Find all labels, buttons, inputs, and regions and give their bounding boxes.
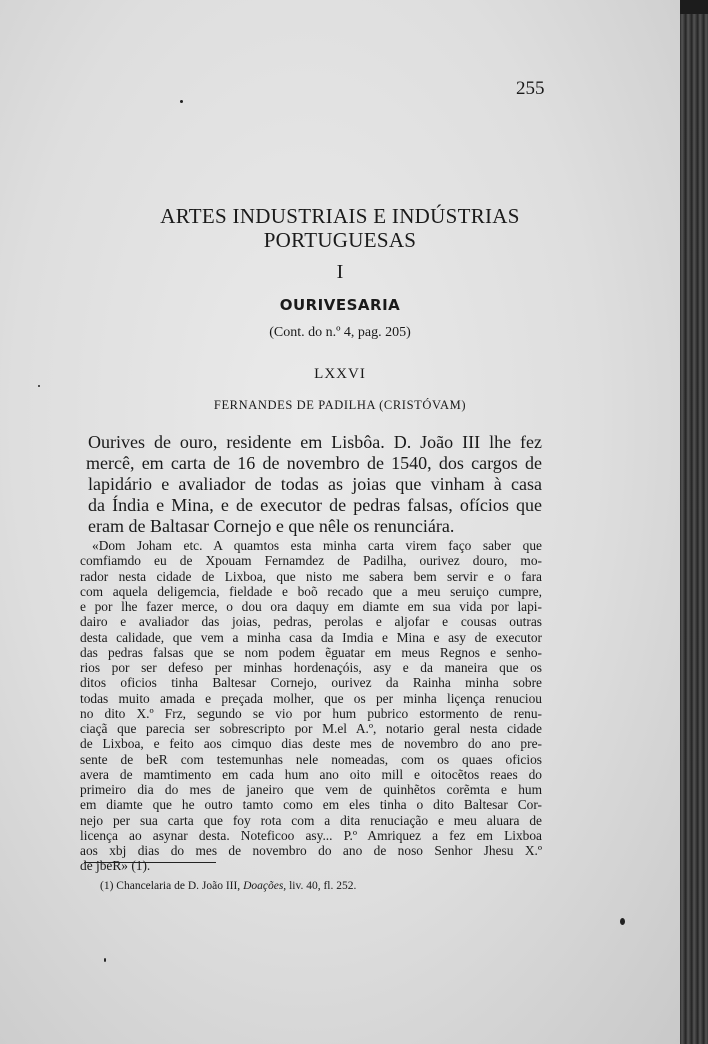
page-title-line-1: ARTES INDUSTRIAIS E INDÚSTRIAS	[160, 204, 520, 228]
quote-line: em diamte que he outro tamto como em eles tinha o dito Baltesar Cor-	[80, 797, 542, 813]
binding-edge	[680, 0, 708, 1044]
page-number: 255	[516, 78, 545, 99]
quote-line: aos xbj dias do mes de novembro do ano de noso Senhor Jhesu X.º	[80, 843, 542, 858]
paper-speck	[620, 918, 625, 925]
body-line: Ourives de ouro, residente em Lisbôa. D. João III lhe fez	[88, 432, 542, 452]
quote-line: comfiamdo eu de Xpouam Fernamdez de Padilha, ourivez douro, mo-	[80, 553, 542, 569]
body-line: mercê, em carta de 16 de novembro de 1540, dos cargos de	[86, 453, 542, 473]
chapter-title: OURIVESARIA	[279, 296, 401, 314]
quote-line: de Lixboa, e feito aos cimquo dias deste mes de novembro do ano pre-	[80, 736, 542, 752]
quote-line: das pedras falsas que se nom podem ẽguatar em meus Regnos e senho-	[80, 644, 542, 660]
footnote	[100, 880, 356, 892]
quote-line: de jbeR» (1).	[80, 858, 151, 874]
quote-line: ciaçã que parecia ser sobrescripto por M.el A.º, notario geral nesta cidade	[80, 721, 542, 736]
quote-line: «Dom Joham etc. A quamtos esta minha carta virem faço saber que	[92, 538, 542, 553]
quote-line: rios por ser defeso per minhas hordenaçóis, asy e da maneira que os	[80, 660, 542, 675]
paper-speck	[180, 100, 183, 103]
quote-line: nejo per sua carta que foy rota com a dita renuciação e meu aluara de	[80, 812, 542, 828]
quote-line: avera de mamtimento em cada hum ano oito mill e oitocẽtos reaes do	[80, 766, 542, 782]
paper-speck	[104, 958, 106, 962]
footnote-reference: liv. 40, fl. 252.	[289, 880, 357, 892]
footnote-marker: (1)	[100, 880, 114, 892]
quote-line: licença ao asynar desta. Noteficoo asy... P.º Amriquez a fez em Lixboa	[80, 827, 542, 843]
quote-line: ditos oficios tinha Baltesar Cornejo, ourivez da Rainha minha sobre	[80, 675, 542, 691]
body-line: lapidário e avaliador de todas as joias que vinham à casa	[88, 474, 542, 494]
quote-line: com aquela deligemcia, fieldade e boõ recado que a meu seruiço cumpre,	[80, 583, 542, 599]
entry-body	[88, 432, 542, 537]
continuation-note: (Cont. do n.º 4, pag. 205)	[269, 325, 411, 340]
paper-speck	[38, 385, 40, 387]
body-line: eram de Baltasar Cornejo e que nêle os renunciára.	[88, 516, 455, 536]
quote-line: no dito X.º Frz, segundo se vio por hum pubrico estormento de renu-	[80, 705, 542, 721]
quote-line: e por lhe fazer merce, o dou ora daquy em diamte em sua vida por lapi-	[80, 599, 542, 614]
footnote-text: Chancelaria de D. João III,	[116, 880, 241, 892]
page-title-line-2: PORTUGUESAS	[263, 228, 417, 252]
quote-line: primeiro dia do mes de janeiro que vem de quinhẽtos corẽmta e hum	[80, 782, 542, 797]
quote-line: todas muito amada e preçada molher, que os per minha liçença renuciou	[80, 690, 542, 706]
quote-line: desta calidade, que vem a minha casa da Imdia e Mina e asy de executor	[80, 629, 542, 645]
document-quote	[80, 538, 542, 874]
footnote-divider	[84, 862, 216, 863]
footnote-italic-title: Doações,	[243, 880, 287, 892]
binding-edge-top	[680, 0, 708, 14]
quote-line: sente de beR com testemunhas nele nomeadas, com os quaes oficios	[80, 751, 542, 767]
entry-number: LXXVI	[314, 366, 366, 382]
entry-name: FERNANDES DE PADILHA (CRISTÓVAM)	[213, 398, 467, 412]
quote-line: dairo e avaliador das joias, pedras, perolas e aljofar e cousas outras	[80, 614, 542, 630]
part-number: I	[336, 261, 344, 283]
quote-line: rador nesta cidade de Lixboa, que nisto me sabera bem servir e o fara	[80, 568, 542, 584]
body-line: da Índia e Mina, e de executor de pedras falsas, ofícios que	[88, 495, 542, 515]
